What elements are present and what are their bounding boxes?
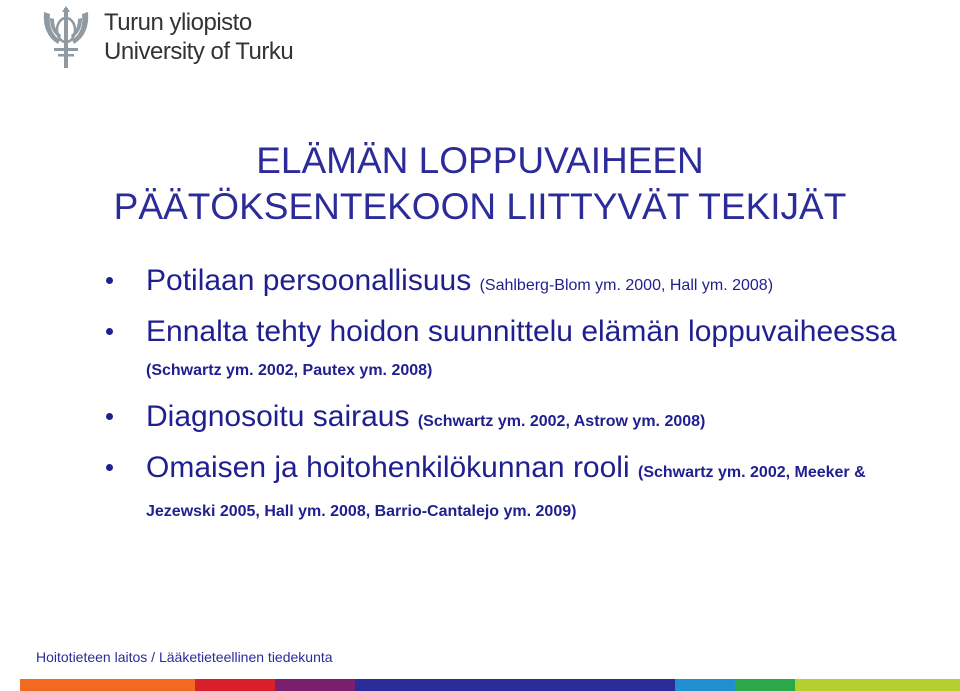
stripe-segment bbox=[275, 679, 355, 691]
footer-department: Hoitotieteen laitos / Lääketieteellinen tiedekunta bbox=[36, 649, 333, 665]
bullet-text: Potilaan persoonallisuus bbox=[146, 264, 472, 297]
bullet-text: Omaisen ja hoitohenkilökunnan rooli bbox=[146, 451, 630, 484]
footer-color-stripe bbox=[20, 679, 960, 691]
university-name-english: University of Turku bbox=[104, 38, 294, 65]
bullet-list bbox=[104, 264, 924, 541]
slide-title-line-1: ELÄMÄN LOPPUVAIHEEN bbox=[256, 140, 704, 181]
bullet-dot-icon bbox=[106, 328, 113, 335]
university-name-finnish: Turun yliopisto bbox=[104, 9, 252, 36]
bullet-reference: (Schwartz ym. 2002, Meeker & Jezewski 2005, Hall ym. 2008, Barrio-Cantalejo ym. 2009) bbox=[146, 464, 866, 520]
bullet-item bbox=[104, 315, 924, 388]
stripe-segment bbox=[795, 679, 960, 691]
bullet-dot-icon bbox=[106, 413, 113, 420]
university-emblem-icon bbox=[38, 4, 94, 70]
bullet-reference: (Sahlberg-Blom ym. 2000, Hall ym. 2008) bbox=[479, 277, 774, 294]
stripe-segment bbox=[20, 679, 195, 691]
stripe-segment bbox=[675, 679, 735, 691]
stripe-segment bbox=[355, 679, 675, 691]
slide-title-line-2: PÄÄTÖKSENTEKOON LIITTYVÄT TEKIJÄT bbox=[113, 186, 847, 227]
slide-title bbox=[0, 138, 960, 230]
stripe-segment bbox=[735, 679, 795, 691]
bullet-dot-icon bbox=[106, 464, 113, 471]
university-logo bbox=[38, 4, 294, 70]
bullet-text: Diagnosoitu sairaus bbox=[146, 400, 410, 433]
bullet-text: Ennalta tehty hoidon suunnittelu elämän loppuvaiheessa bbox=[146, 315, 897, 348]
bullet-reference: (Schwartz ym. 2002, Astrow ym. 2008) bbox=[417, 413, 706, 430]
bullet-dot-icon bbox=[106, 277, 113, 284]
bullet-item bbox=[104, 451, 924, 529]
stripe-segment bbox=[195, 679, 275, 691]
university-name bbox=[104, 8, 293, 66]
bullet-item bbox=[104, 264, 924, 303]
bullet-item bbox=[104, 400, 924, 439]
bullet-reference: (Schwartz ym. 2002, Pautex ym. 2008) bbox=[146, 362, 433, 379]
